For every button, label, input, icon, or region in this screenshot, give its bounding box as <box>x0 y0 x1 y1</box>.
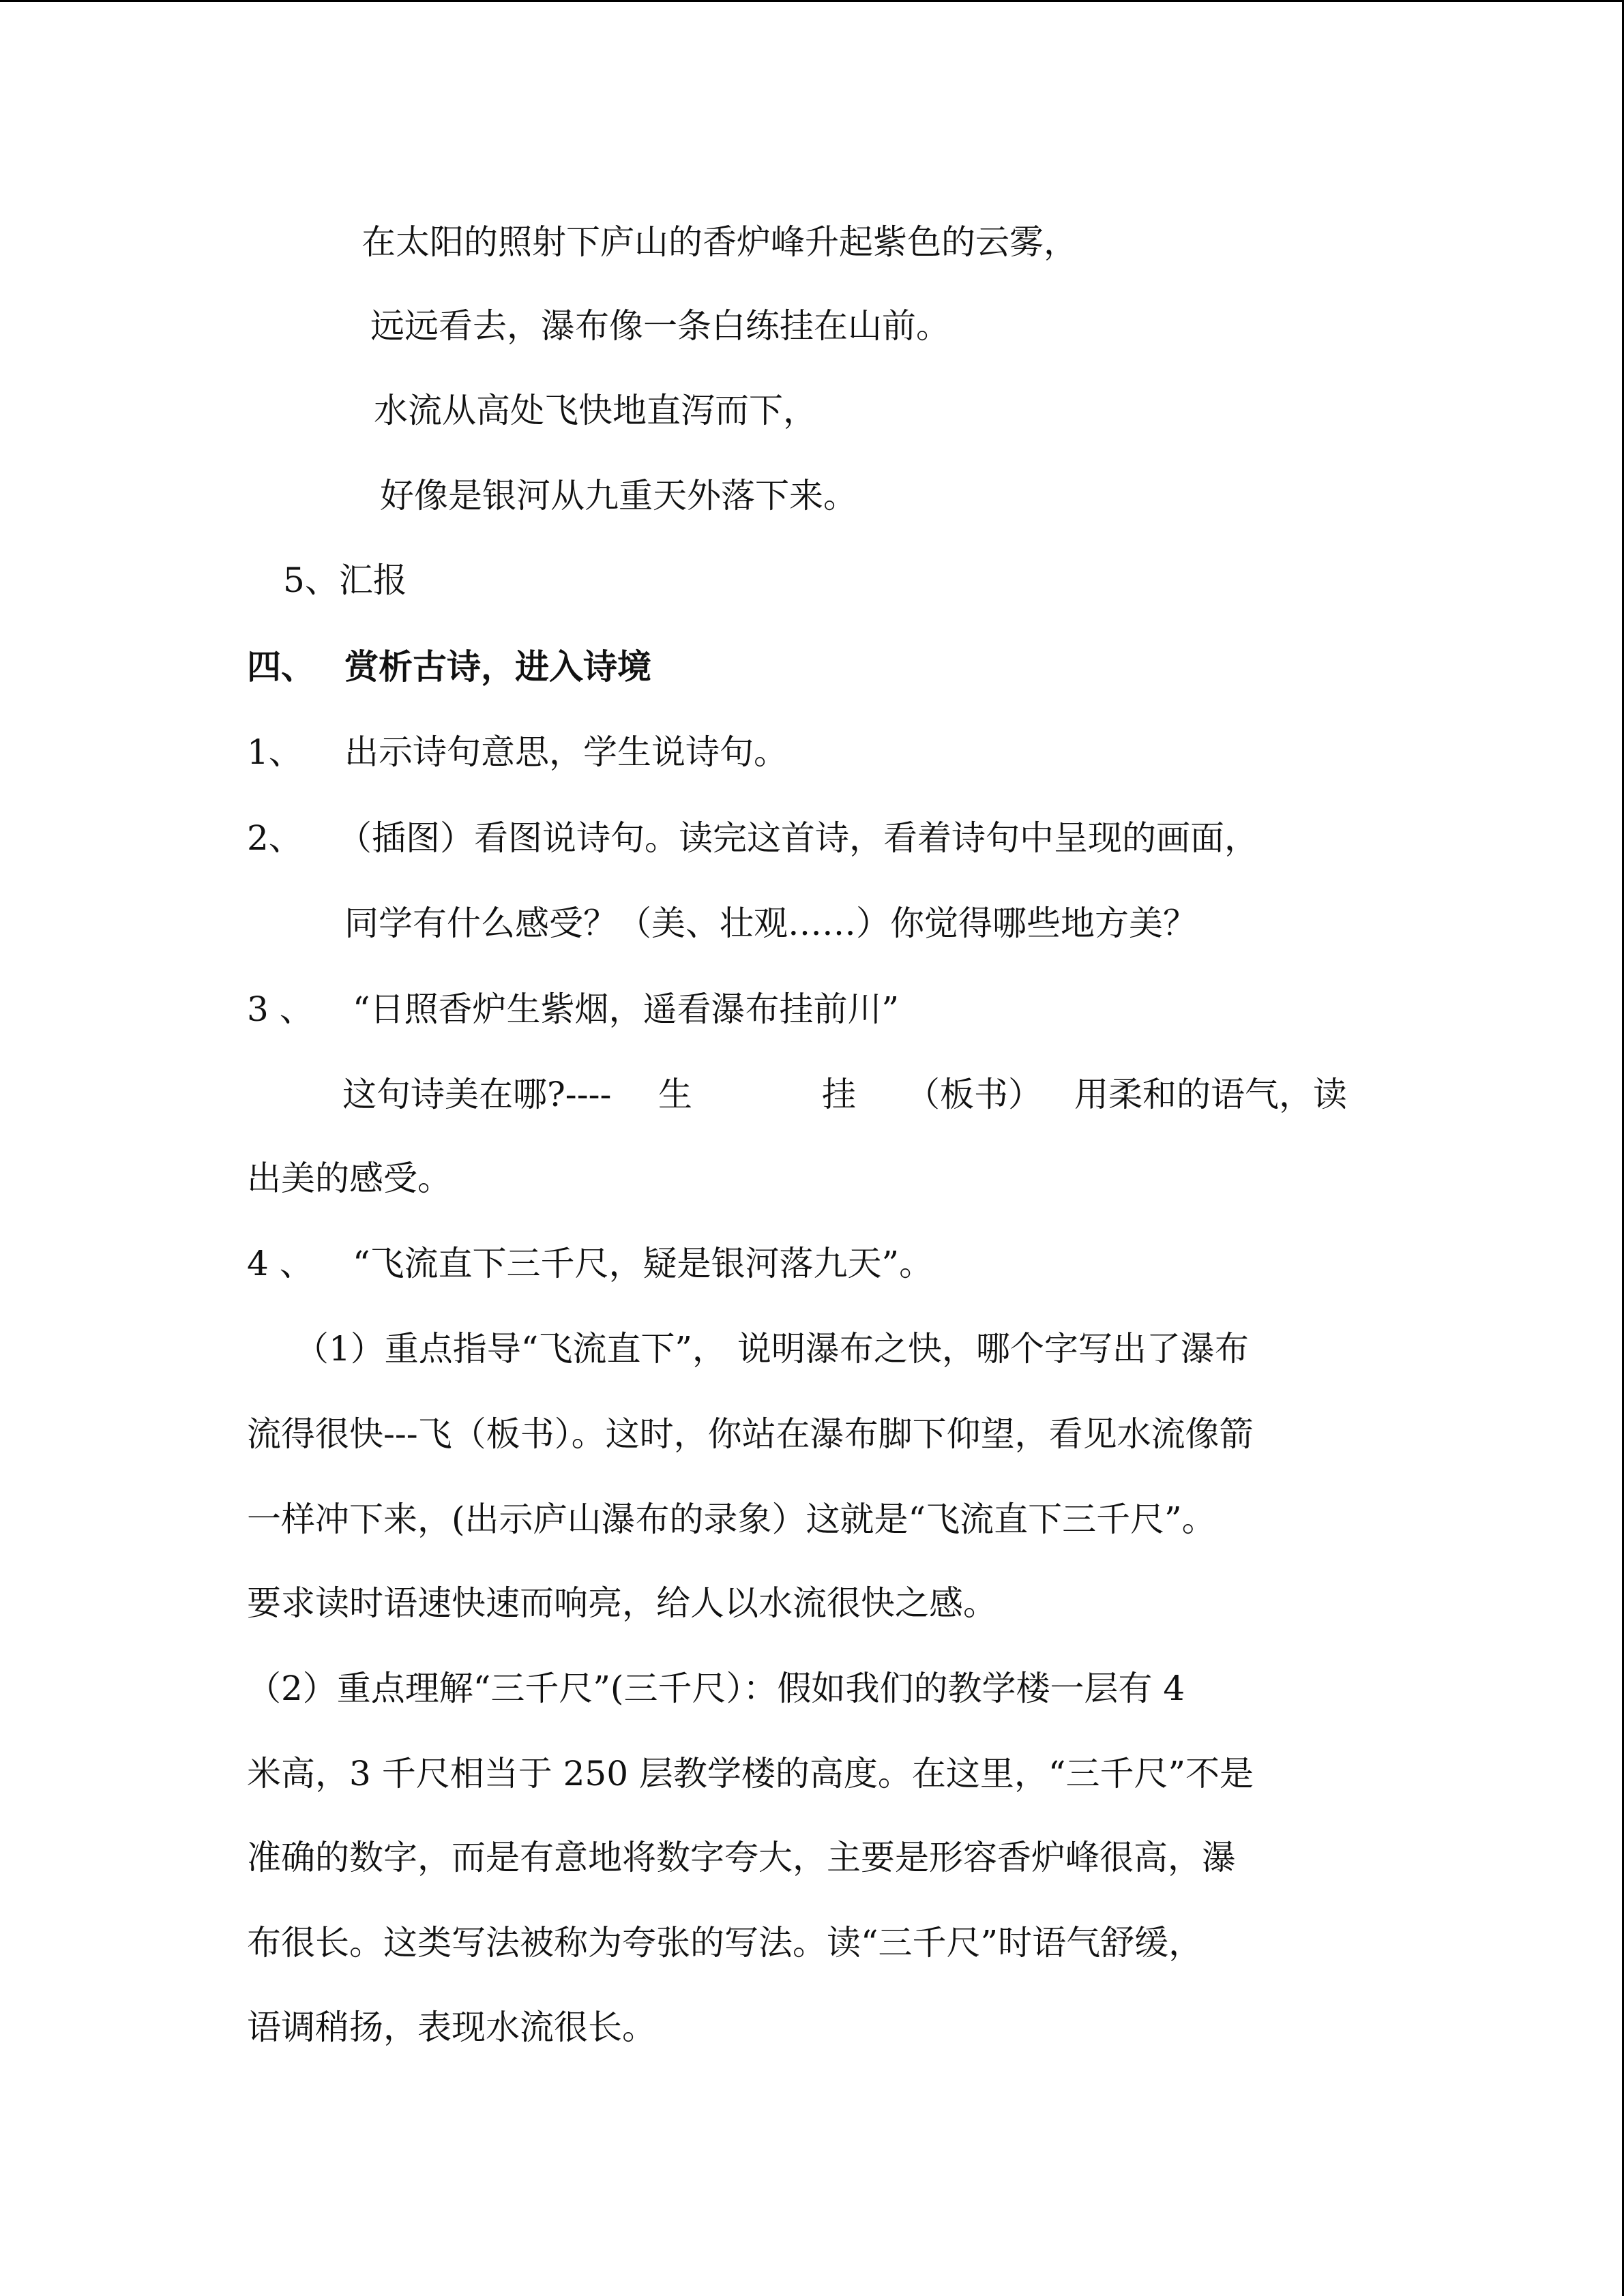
step-number: 3 、 <box>247 989 314 1029</box>
paragraph-line: 准确的数字，而是有意地将数字夸大，主要是形容香炉峰很高，瀑 <box>247 1838 1236 1877</box>
board-note: （板书） <box>906 1075 1042 1114</box>
step-text: （插图）看图说诗句。读完这首诗，看着诗句中呈现的画面， <box>338 818 1258 858</box>
paragraph-line: （2）重点理解“三千尺”(三千尺）：假如我们的教学楼一层有 4 <box>247 1669 1185 1708</box>
paragraph-line: 流得很快---飞（板书）。这时，你站在瀑布脚下仰望，看见水流像箭 <box>247 1414 1254 1454</box>
section-number: 四、 <box>247 646 315 687</box>
paragraph-line: 要求读时语速快速而响亮，给人以水流很快之感。 <box>247 1583 997 1623</box>
poem-line: 在太阳的照射下庐山的香炉峰升起紫色的云雾， <box>361 222 1078 262</box>
step-text-cont: 出美的感受。 <box>247 1159 452 1198</box>
board-word: 生 <box>658 1075 692 1114</box>
board-word: 挂 <box>822 1075 856 1114</box>
step-text: 出示诗句意思，学生说诗句。 <box>344 732 788 772</box>
step-number: 4 、 <box>247 1244 314 1283</box>
paragraph-line: 语调稍扬，表现水流很长。 <box>247 2008 656 2047</box>
step-text-cont: 同学有什么感受？（美、壮观……）你觉得哪些地方美？ <box>344 904 1197 943</box>
paragraph-line: 一样冲下来，(出示庐山瀑布的录象）这就是“飞流直下三千尺”。 <box>247 1500 1216 1539</box>
step-quote: “日照香炉生紫烟，遥看瀑布挂前川” <box>353 989 900 1029</box>
step-number: 1、 <box>247 732 303 772</box>
step-number: 2、 <box>247 818 303 858</box>
item-report: 5、汇报 <box>283 561 407 600</box>
section-title: 赏析古诗，进入诗境 <box>344 646 651 687</box>
step-text: 用柔和的语气，读 <box>1074 1075 1347 1114</box>
poem-line: 好像是银河从九重天外落下来。 <box>380 476 857 516</box>
poem-line: 远远看去，瀑布像一条白练挂在山前。 <box>370 306 950 346</box>
paragraph-line: 布很长。这类写法被称为夸张的写法。读“三千尺”时语气舒缓， <box>247 1923 1203 1963</box>
step-quote: “飞流直下三千尺，疑是银河落九天”。 <box>353 1244 934 1283</box>
paragraph-line: 米高，3 千尺相当于 250 层教学楼的高度。在这里，“三千尺”不是 <box>247 1754 1254 1793</box>
paragraph-line: （1）重点指导“飞流直下”， 说明瀑布之快，哪个字写出了瀑布 <box>295 1329 1249 1369</box>
question-prefix: 这句诗美在哪?---- <box>342 1075 612 1114</box>
poem-line: 水流从高处飞快地直泻而下， <box>374 391 817 430</box>
